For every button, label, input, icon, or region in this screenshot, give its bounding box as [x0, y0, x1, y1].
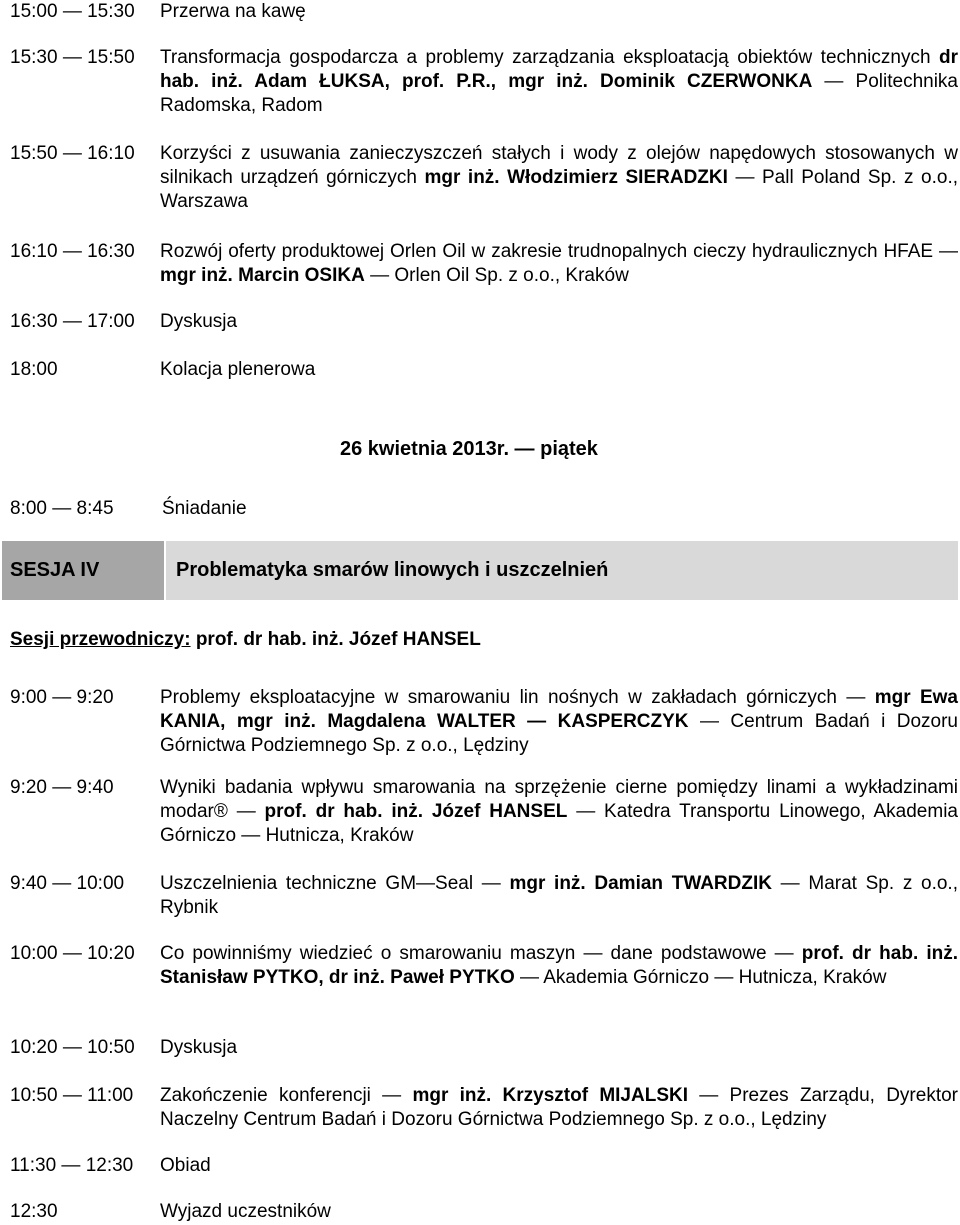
- breakfast-row: [10, 497, 247, 521]
- schedule-row: [10, 0, 960, 24]
- row-description: Kolacja plenerowa: [160, 359, 316, 380]
- row-description: Rozwój oferty produktowej Orlen Oil w zakresie trudnopalnych cieczy hydraulicznych HFAE — mgr inż. Marcin OSIKA — Orlen Oil Sp. z o.o., Kraków: [160, 241, 958, 286]
- schedule-row: [10, 1154, 960, 1178]
- breakfast-text: Śniadanie: [162, 498, 247, 519]
- row-description: Co powinniśmy wiedzieć o smarowaniu maszyn — dane podstawowe — prof. dr hab. inż. Stanisław PYTKO, dr inż. Paweł PYTKO — Akademia Górniczo — Hutnicza, Kraków: [160, 943, 958, 988]
- chair-label: Sesji przewodniczy:: [10, 629, 191, 650]
- session-title: Problematyka smarów linowych i uszczelnień: [166, 541, 958, 600]
- schedule-row: [10, 142, 960, 214]
- row-description: Zakończenie konferencji — mgr inż. Krzysztof MIJALSKI — Prezes Zarządu, Dyrektor Naczelny Centrum Badań i Dozoru Górnictwa Podziemnego Sp. z o.o., Lędziny: [160, 1085, 958, 1130]
- row-time: 10:00 — 10:20: [10, 943, 135, 964]
- schedule-row: [10, 310, 960, 334]
- row-time: 11:30 — 12:30: [10, 1155, 134, 1176]
- row-description: Obiad: [160, 1155, 211, 1176]
- chair-name: prof. dr hab. inż. Józef HANSEL: [195, 629, 481, 650]
- schedule-row: [10, 686, 960, 758]
- row-time: 10:50 — 11:00: [10, 1085, 134, 1106]
- breakfast-time: 8:00 — 8:45: [10, 498, 114, 519]
- schedule-row: [10, 776, 960, 848]
- session-chair: [10, 628, 481, 652]
- row-description: Dyskusja: [160, 311, 238, 332]
- schedule-row: [10, 240, 960, 288]
- row-time: 15:00 — 15:30: [10, 1, 135, 22]
- row-time: 15:30 — 15:50: [10, 47, 135, 68]
- row-time: 16:30 — 17:00: [10, 311, 135, 332]
- row-time: 10:20 — 10:50: [10, 1037, 135, 1058]
- row-description: Wyjazd uczestników: [160, 1201, 331, 1222]
- row-time: 18:00: [10, 359, 58, 380]
- row-description: Korzyści z usuwania zanieczyszczeń stałych i wody z olejów napędowych stosowanych w silnikach urządzeń górniczych mgr inż. Włodzimierz SIERADZKI — Pall Poland Sp. z o.o., Warszawa: [160, 143, 958, 212]
- row-time: 12:30: [10, 1201, 58, 1222]
- schedule-row: [10, 1036, 960, 1060]
- schedule-row: [10, 1200, 960, 1224]
- schedule-row: [10, 46, 960, 118]
- row-time: 9:40 — 10:00: [10, 873, 125, 894]
- row-description: Problemy eksploatacyjne w smarowaniu lin nośnych w zakładach górniczych — mgr Ewa KANIA, mgr inż. Magdalena WALTER — KASPERCZYK — Centrum Badań i Dozoru Górnictwa Podziemnego Sp. z o.o., Lędziny: [160, 687, 958, 756]
- schedule-row: [10, 942, 960, 990]
- schedule-row: [10, 1084, 960, 1132]
- row-time: 16:10 — 16:30: [10, 241, 135, 262]
- row-description: Wyniki badania wpływu smarowania na sprzężenie cierne pomiędzy linami a wykładzinami modar® — prof. dr hab. inż. Józef HANSEL — Katedra Transportu Linowego, Akademia Górniczo — Hutnicza, Kraków: [160, 777, 958, 846]
- row-description: Przerwa na kawę: [160, 1, 306, 22]
- schedule-row: [10, 872, 960, 920]
- session-label: SESJA IV: [2, 541, 164, 600]
- schedule-row: [10, 358, 960, 382]
- row-time: 9:00 — 9:20: [10, 687, 114, 708]
- session-banner: [2, 541, 958, 600]
- date-heading: 26 kwietnia 2013r. — piątek: [340, 438, 598, 460]
- row-description: Dyskusja: [160, 1037, 238, 1058]
- row-description: Transformacja gospodarcza a problemy zarządzania eksploatacją obiektów technicznych dr hab. inż. Adam ŁUKSA, prof. P.R., mgr inż. Dominik CZERWONKA — Politechnika Radomska, Radom: [160, 47, 958, 116]
- row-time: 9:20 — 9:40: [10, 777, 114, 798]
- row-time: 15:50 — 16:10: [10, 143, 135, 164]
- row-description: Uszczelnienia techniczne GM—Seal — mgr inż. Damian TWARDZIK — Marat Sp. z o.o., Rybnik: [160, 873, 958, 918]
